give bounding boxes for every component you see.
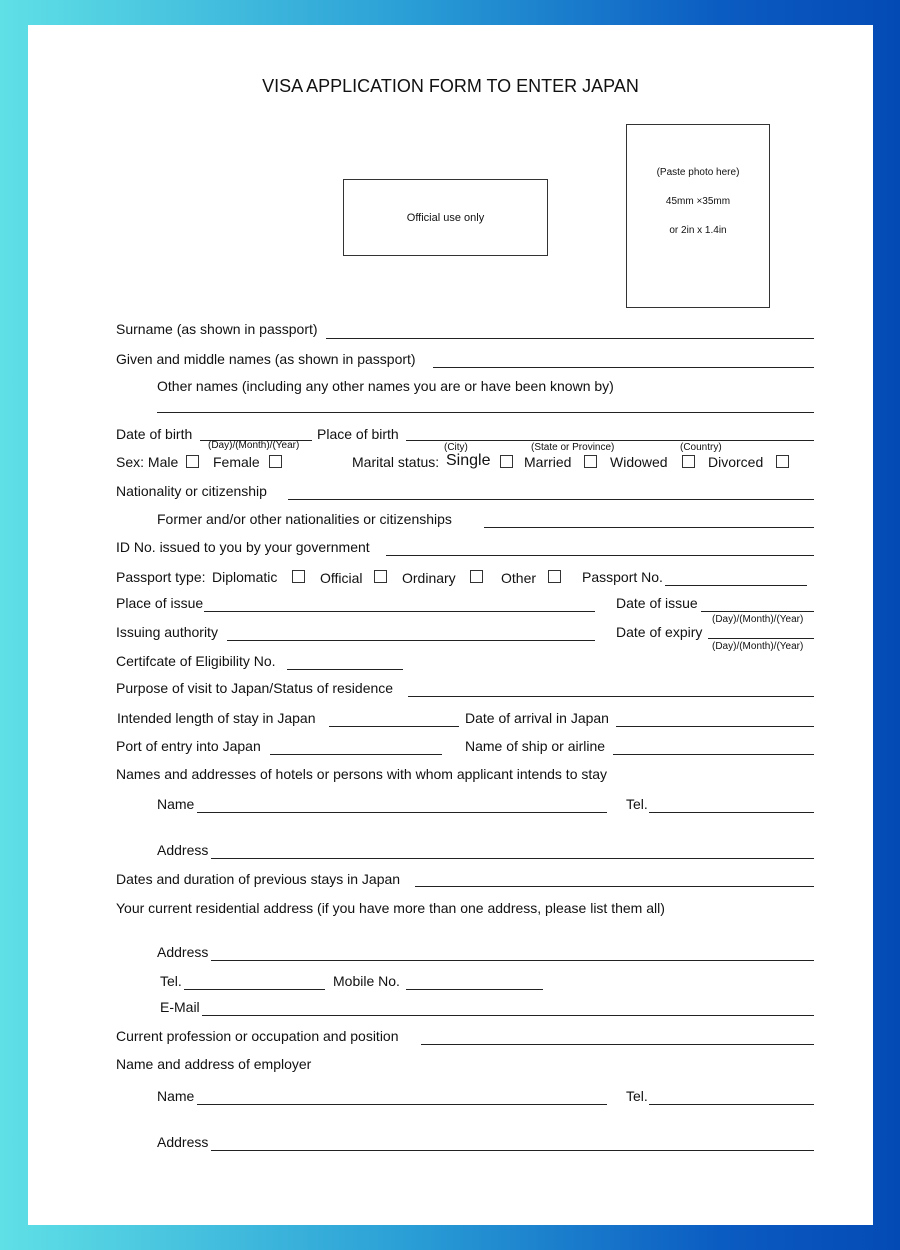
emp-tel-label: Tel. bbox=[626, 1088, 648, 1104]
port-of-entry-label: Port of entry into Japan bbox=[116, 738, 261, 754]
id-no-field[interactable] bbox=[386, 555, 814, 556]
married-checkbox[interactable] bbox=[584, 455, 597, 468]
diplomatic-checkbox[interactable] bbox=[292, 570, 305, 583]
res-address-field[interactable] bbox=[211, 960, 814, 961]
female-label: Female bbox=[213, 454, 260, 470]
female-checkbox[interactable] bbox=[269, 455, 282, 468]
emp-name-label: Name bbox=[157, 1088, 195, 1104]
coe-field[interactable] bbox=[287, 669, 403, 670]
surname-label: Surname (as shown in passport) bbox=[116, 321, 318, 337]
dob-label: Date of birth bbox=[116, 426, 193, 442]
ordinary-checkbox[interactable] bbox=[470, 570, 483, 583]
previous-stays-label: Dates and duration of previous stays in Japan bbox=[116, 871, 401, 887]
form-page bbox=[28, 25, 873, 1225]
surname-field[interactable] bbox=[326, 338, 814, 339]
issue-date-hint: (Day)/(Month)/(Year) bbox=[712, 614, 804, 625]
date-of-issue-label: Date of issue bbox=[616, 595, 698, 611]
ship-airline-field[interactable] bbox=[613, 754, 814, 755]
res-mobile-label: Mobile No. bbox=[333, 973, 400, 989]
ordinary-label: Ordinary bbox=[402, 570, 456, 586]
form-title: VISA APPLICATION FORM TO ENTER JAPAN bbox=[262, 76, 639, 96]
purpose-label: Purpose of visit to Japan/Status of residence bbox=[116, 680, 394, 696]
issuing-authority-label: Issuing authority bbox=[116, 624, 218, 640]
nationality-field[interactable] bbox=[288, 499, 814, 500]
given-names-label: Given and middle names (as shown in passport) bbox=[116, 351, 416, 367]
place-of-issue-label: Place of issue bbox=[116, 595, 204, 611]
date-of-expiry-field[interactable] bbox=[708, 638, 814, 639]
official-label: Official bbox=[320, 570, 363, 586]
purpose-field[interactable] bbox=[408, 696, 814, 697]
res-mobile-field[interactable] bbox=[406, 989, 543, 990]
res-email-field[interactable] bbox=[202, 1015, 814, 1016]
pob-city-hint: (City) bbox=[444, 442, 468, 453]
profession-field[interactable] bbox=[421, 1044, 814, 1045]
passport-no-label: Passport No. bbox=[582, 569, 663, 585]
marital-status-label: Marital status: bbox=[352, 454, 440, 470]
date-of-arrival-label: Date of arrival in Japan bbox=[465, 710, 609, 726]
nationality-label: Nationality or citizenship bbox=[116, 483, 267, 499]
single-label: Single bbox=[446, 452, 491, 469]
hotel-address-label: Address bbox=[157, 842, 209, 858]
date-of-issue-field[interactable] bbox=[701, 611, 814, 612]
pob-field[interactable] bbox=[406, 440, 814, 441]
res-tel-field[interactable] bbox=[184, 989, 325, 990]
official-use-label: Official use only bbox=[406, 211, 485, 224]
passport-no-field[interactable] bbox=[665, 585, 807, 586]
employer-label: Name and address of employer bbox=[116, 1056, 312, 1072]
official-use-box bbox=[343, 179, 548, 256]
hotel-name-label: Name bbox=[157, 796, 195, 812]
photo-line-2: 45mm ×35mm bbox=[665, 196, 731, 207]
other-names-field[interactable] bbox=[157, 412, 814, 413]
profession-label: Current profession or occupation and position bbox=[116, 1028, 399, 1044]
other-checkbox[interactable] bbox=[548, 570, 561, 583]
sex-label: Sex: Male bbox=[116, 454, 179, 470]
passport-type-label: Passport type: bbox=[116, 569, 206, 585]
expiry-date-hint: (Day)/(Month)/(Year) bbox=[712, 641, 804, 652]
pob-state-hint: (State or Province) bbox=[531, 442, 615, 453]
pob-country-hint: (Country) bbox=[680, 442, 722, 453]
hotel-address-field[interactable] bbox=[211, 858, 814, 859]
length-of-stay-label: Intended length of stay in Japan bbox=[117, 710, 316, 726]
pob-label: Place of birth bbox=[317, 426, 399, 442]
widowed-checkbox[interactable] bbox=[682, 455, 695, 468]
current-address-label: Your current residential address (if you have more than one address, please list them all) bbox=[116, 900, 665, 916]
divorced-label: Divorced bbox=[708, 454, 764, 470]
emp-name-field[interactable] bbox=[197, 1104, 607, 1105]
date-of-expiry-label: Date of expiry bbox=[616, 624, 703, 640]
res-address-label: Address bbox=[157, 944, 209, 960]
married-label: Married bbox=[524, 454, 572, 470]
hotels-label: Names and addresses of hotels or persons with whom applicant intends to stay bbox=[116, 766, 608, 782]
date-of-arrival-field[interactable] bbox=[616, 726, 814, 727]
other-label: Other bbox=[501, 570, 537, 586]
photo-box bbox=[626, 124, 770, 308]
hotel-tel-field[interactable] bbox=[649, 812, 814, 813]
photo-line-1: (Paste photo here) bbox=[656, 167, 740, 178]
former-nationality-label: Former and/or other nationalities or citizenships bbox=[157, 511, 452, 527]
ship-airline-label: Name of ship or airline bbox=[465, 738, 606, 754]
official-checkbox[interactable] bbox=[374, 570, 387, 583]
hotel-tel-label: Tel. bbox=[626, 796, 648, 812]
emp-tel-field[interactable] bbox=[649, 1104, 814, 1105]
photo-line-3: or 2in x 1.4in bbox=[669, 225, 727, 236]
male-checkbox[interactable] bbox=[186, 455, 199, 468]
coe-label: Certifcate of Eligibility No. bbox=[116, 653, 276, 669]
emp-address-field[interactable] bbox=[211, 1150, 814, 1151]
single-checkbox[interactable] bbox=[500, 455, 513, 468]
divorced-checkbox[interactable] bbox=[776, 455, 789, 468]
res-email-label: E-Mail bbox=[160, 999, 200, 1015]
diplomatic-label: Diplomatic bbox=[212, 569, 278, 585]
res-tel-label: Tel. bbox=[160, 973, 182, 989]
length-of-stay-field[interactable] bbox=[329, 726, 459, 727]
port-of-entry-field[interactable] bbox=[270, 754, 442, 755]
issuing-authority-field[interactable] bbox=[227, 640, 595, 641]
given-names-field[interactable] bbox=[433, 367, 814, 368]
id-no-label: ID No. issued to you by your government bbox=[116, 539, 370, 555]
previous-stays-field[interactable] bbox=[415, 886, 814, 887]
hotel-name-field[interactable] bbox=[197, 812, 607, 813]
former-nationality-field[interactable] bbox=[484, 527, 814, 528]
other-names-label: Other names (including any other names you are or have been known by) bbox=[157, 378, 614, 394]
dob-hint: (Day)/(Month)/(Year) bbox=[208, 440, 300, 451]
emp-address-label: Address bbox=[157, 1134, 209, 1150]
place-of-issue-field[interactable] bbox=[204, 611, 595, 612]
widowed-label: Widowed bbox=[610, 454, 668, 470]
